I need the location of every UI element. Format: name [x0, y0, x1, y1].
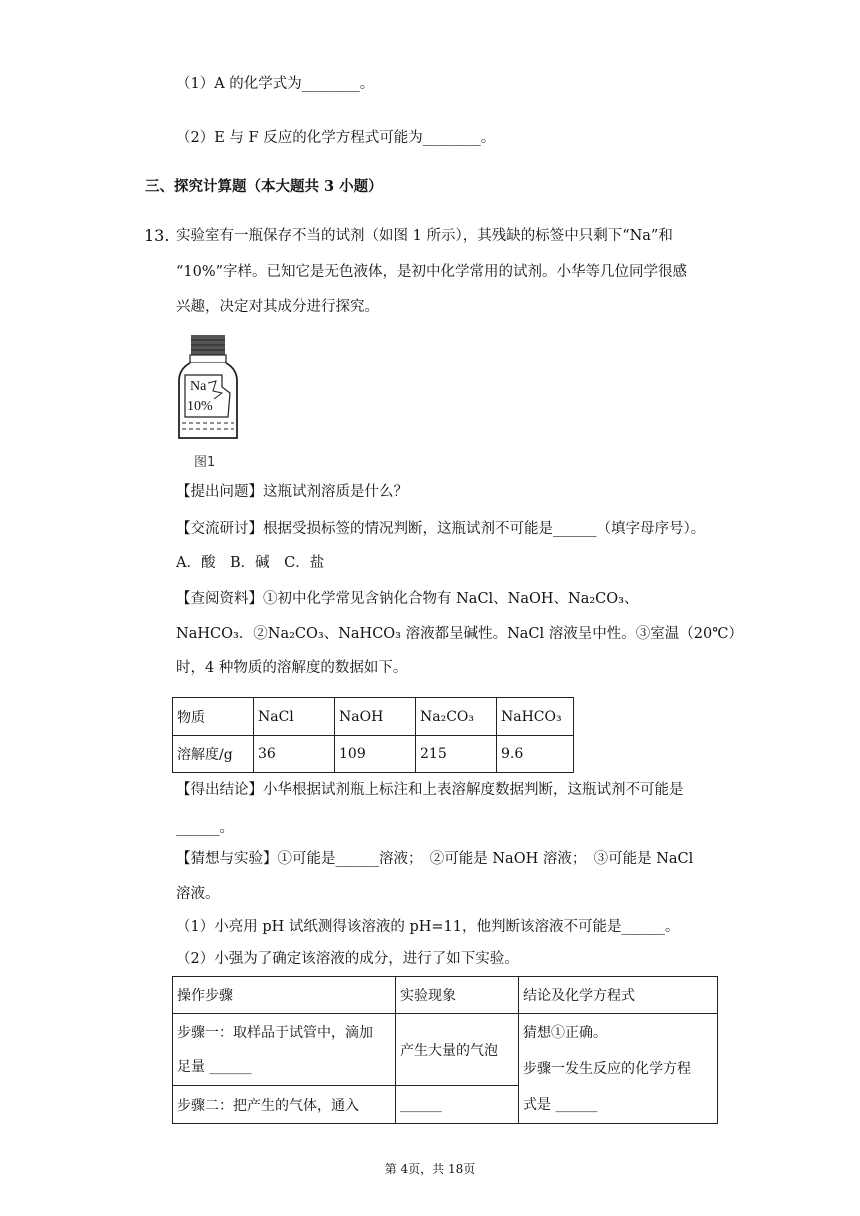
- table-row: [173, 977, 718, 1014]
- table-cell: NaOH: [335, 698, 416, 736]
- reference-info-2: NaHCO₃．②Na₂CO₃、NaHCO₃ 溶液都呈碱性。NaCl 溶液呈中性。③室温（20℃）: [176, 626, 743, 642]
- table-cell: 结论及化学方程式: [519, 977, 718, 1014]
- subquestion-2: （2）E 与 F 反应的化学方程式可能为________。: [176, 130, 496, 146]
- bottle-label-na: Na: [190, 379, 207, 394]
- table-cell: [173, 1014, 396, 1086]
- answer-options: A．酸 B．碱 C．盐: [176, 555, 325, 571]
- table-cell: 215: [416, 736, 497, 773]
- part-1: （1）小亮用 pH 试纸测得该溶液的 pH=11，他判断该溶液不可能是______。: [176, 919, 680, 935]
- page-footer: 第 4页，共 18页: [384, 1162, 476, 1176]
- section-heading: 三、探究计算题（本大题共 3 小题）: [145, 178, 383, 195]
- solubility-table: [172, 697, 574, 773]
- table-cell: 溶解度/g: [173, 736, 254, 773]
- bottle-label-percent: 10%: [187, 399, 213, 414]
- discussion: 【交流研讨】根据受损标签的情况判断，这瓶试剂不可能是______（填字母序号）。: [176, 521, 706, 537]
- table-row: [173, 736, 574, 773]
- reagent-bottle-icon: [176, 333, 240, 473]
- table-cell: Na₂CO₃: [416, 698, 497, 736]
- part-2: （2）小强为了确定该溶液的成分，进行了如下实验。: [176, 951, 519, 967]
- question-number: 13.: [144, 226, 170, 245]
- table-cell: ______: [396, 1086, 519, 1124]
- table-cell: 36: [254, 736, 335, 773]
- question-text-3: 兴趣，决定对其成分进行探究。: [176, 299, 379, 315]
- conclusion-line-2: 步骤一发生反应的化学方程: [523, 1060, 691, 1077]
- table-cell: [519, 1014, 718, 1124]
- step1-line-1: 步骤一：取样品于试管中，滴加: [177, 1024, 373, 1041]
- table-cell: 109: [335, 736, 416, 773]
- question-text-1: 实验室有一瓶保存不当的试剂（如图 1 所示），其残缺的标签中只剩下“Na”和: [176, 228, 673, 244]
- conclusion-line-3: 式是 ______: [523, 1096, 598, 1113]
- reference-info-3: 时，4 种物质的溶解度的数据如下。: [176, 660, 408, 676]
- experiment-table: [172, 976, 718, 1124]
- figure-caption: 图1: [194, 455, 216, 470]
- table-cell: 实验现象: [396, 977, 519, 1014]
- table-cell: NaHCO₃: [497, 698, 574, 736]
- table-cell: NaCl: [254, 698, 335, 736]
- subquestion-1: （1）A 的化学式为________。: [176, 76, 375, 92]
- question-text-2: “10%”字样。已知它是无色液体，是初中化学常用的试剂。小华等几位同学很感: [176, 264, 688, 280]
- table-row: [173, 698, 574, 736]
- table-cell: 9.6: [497, 736, 574, 773]
- reagent-bottle-figure: [176, 333, 240, 473]
- conclusion-1: 【得出结论】小华根据试剂瓶上标注和上表溶解度数据判断，这瓶试剂不可能是: [176, 782, 684, 798]
- hypothesis-1: 【猜想与实验】①可能是______溶液； ②可能是 NaOH 溶液； ③可能是 NaCl: [176, 851, 694, 867]
- table-cell: 操作步骤: [173, 977, 396, 1014]
- table-cell: 物质: [173, 698, 254, 736]
- table-cell: 步骤二：把产生的气体，通入: [173, 1086, 396, 1124]
- reference-info-1: 【查阅资料】①初中化学常见含钠化合物有 NaCl、NaOH、Na₂CO₃、: [176, 591, 639, 607]
- conclusion-line-1: 猜想①正确。: [523, 1024, 607, 1041]
- raise-question: 【提出问题】这瓶试剂溶质是什么？: [176, 484, 408, 500]
- conclusion-2: ______。: [176, 820, 234, 836]
- hypothesis-2: 溶液。: [176, 886, 220, 902]
- table-row: [173, 1014, 718, 1086]
- step1-line-2: 足量 ______: [177, 1058, 252, 1075]
- table-cell: 产生大量的气泡: [396, 1014, 519, 1086]
